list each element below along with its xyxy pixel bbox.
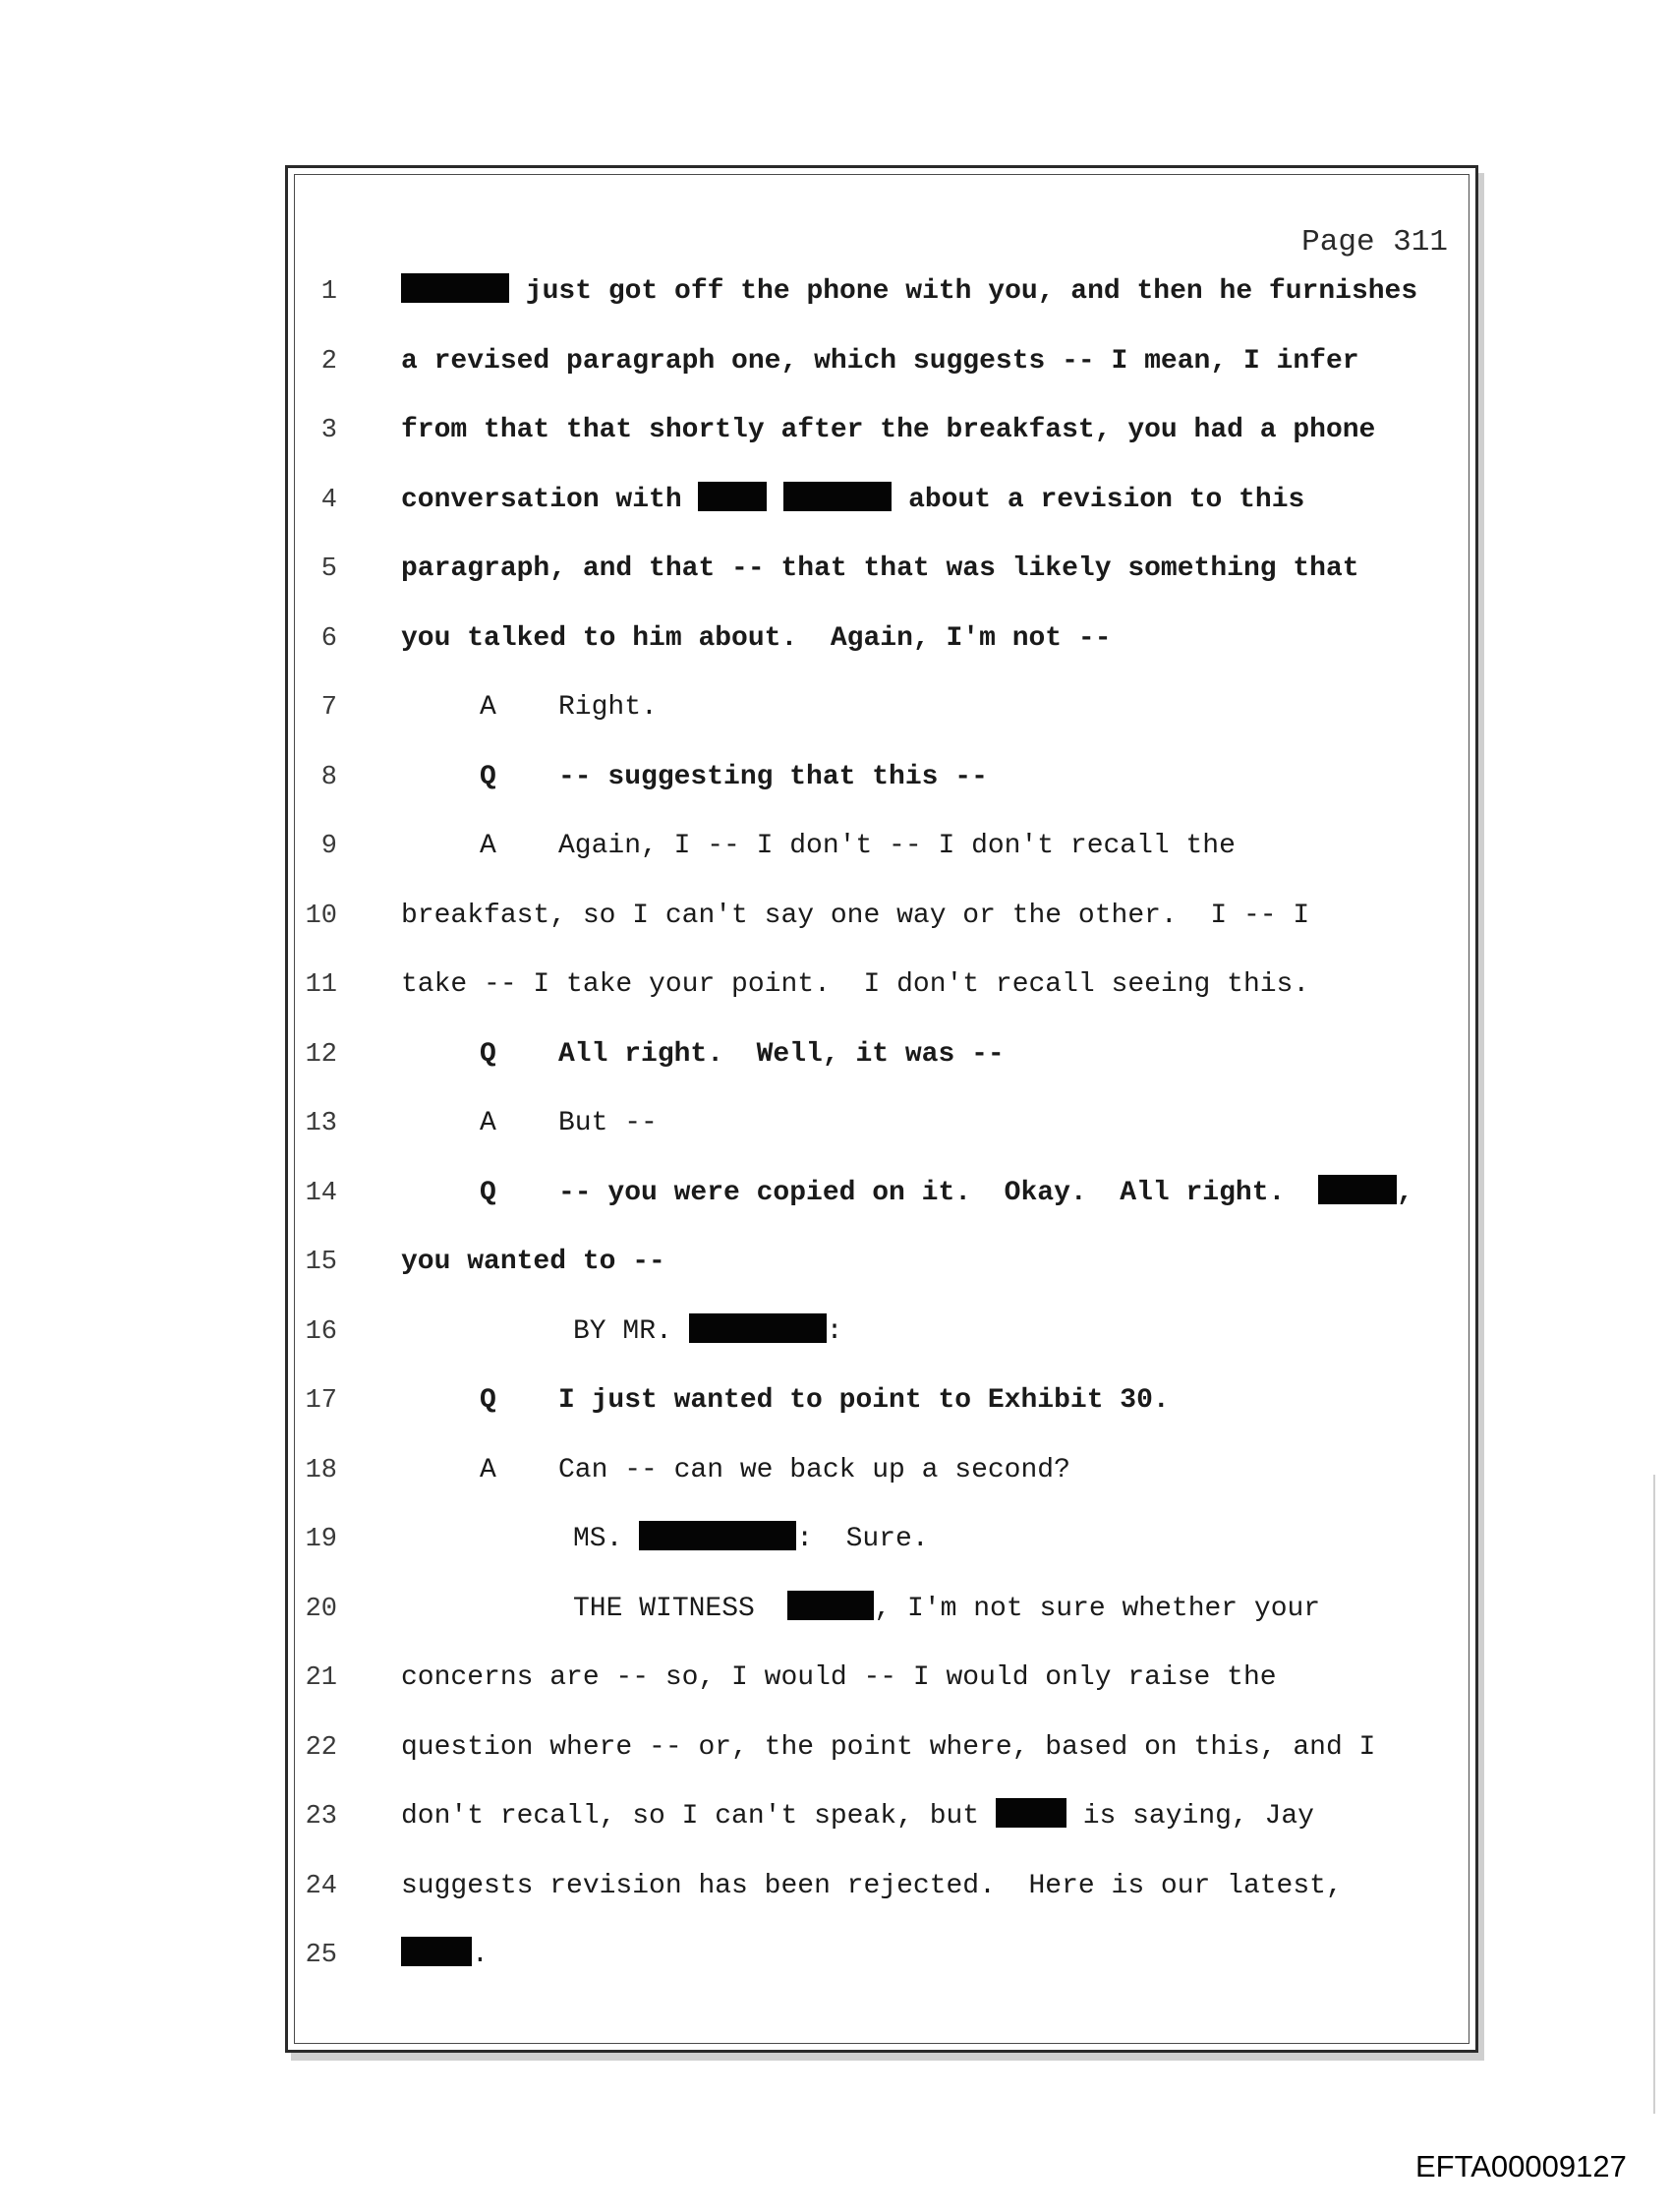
- line-tail: , I'm not sure whether your: [874, 1593, 1321, 1624]
- line-body: But --: [558, 1108, 658, 1138]
- transcript-line: [288, 270, 1475, 314]
- line-number: 2: [320, 346, 337, 377]
- redaction-block: [698, 482, 767, 511]
- line-number: 3: [320, 416, 337, 445]
- line-number: 6: [320, 623, 337, 654]
- line-body: from that that shortly after the breakfast, you had a phone: [401, 415, 1376, 445]
- line-number: 5: [320, 554, 337, 584]
- line-text: [480, 686, 1466, 729]
- transcript-line: [288, 617, 1475, 661]
- speaker-label: Q: [480, 1177, 496, 1208]
- redaction-block: [783, 482, 892, 511]
- line-text: [480, 756, 1466, 799]
- document-id: EFTA00009127: [1415, 2149, 1627, 2183]
- line-number: 21: [305, 1663, 337, 1693]
- line-tail: .: [472, 1940, 489, 1970]
- line-text: [401, 1726, 1466, 1770]
- speaker-label: A: [480, 1108, 496, 1138]
- line-tail: :: [826, 1315, 843, 1347]
- transcript-line: [288, 1518, 1475, 1561]
- line-number: 13: [305, 1109, 337, 1138]
- line-text: [401, 1657, 1466, 1700]
- speaker-label: Q: [480, 761, 496, 792]
- line-number: 7: [320, 693, 337, 723]
- redaction-block: [1318, 1175, 1397, 1204]
- transcript-line: [288, 1102, 1475, 1145]
- speaker-label: A: [480, 831, 496, 861]
- transcript-line: [288, 1657, 1475, 1700]
- transcript-line: [288, 895, 1475, 938]
- transcript-line: [288, 1588, 1475, 1631]
- line-number: 24: [305, 1871, 337, 1901]
- speaker-label: Q: [480, 1385, 496, 1416]
- line-body: MS.: [573, 1524, 640, 1554]
- transcript-line: [288, 686, 1475, 729]
- line-body: a revised paragraph one, which suggests -- I mean, I infer: [401, 345, 1359, 377]
- line-number: 16: [305, 1316, 337, 1347]
- line-text: [480, 1172, 1466, 1215]
- line-body: suggests revision has been rejected. Here is our latest,: [401, 1870, 1343, 1901]
- line-text: [401, 479, 1466, 522]
- transcript-line: [288, 1310, 1475, 1354]
- line-body: I just wanted to point to Exhibit 30.: [558, 1385, 1170, 1416]
- line-body: don't recall, so I can't speak, but: [401, 1801, 996, 1832]
- line-number: 8: [320, 762, 337, 792]
- line-text: [573, 1588, 1466, 1631]
- transcript-line: [288, 1726, 1475, 1770]
- line-text: [401, 270, 1466, 314]
- line-text: [480, 1102, 1466, 1145]
- line-text: [401, 963, 1466, 1007]
- redaction-block: [996, 1798, 1066, 1828]
- redaction-block: [401, 273, 509, 303]
- transcript-line: [288, 825, 1475, 868]
- line-body: just got off the phone with you, and then he furnishes: [509, 276, 1418, 307]
- line-body: paragraph, and that -- that that was likely something that: [401, 553, 1359, 584]
- line-text: [401, 1865, 1466, 1908]
- line-body: BY MR.: [573, 1315, 689, 1347]
- line-text: [401, 617, 1466, 661]
- line-text: [401, 1934, 1466, 1977]
- line-number: 25: [305, 1941, 337, 1970]
- transcript-line: [288, 340, 1475, 383]
- line-number: 22: [305, 1732, 337, 1763]
- line-number: 23: [305, 1802, 337, 1832]
- transcript-line: [288, 1379, 1475, 1423]
- line-number: 1: [320, 277, 337, 307]
- transcript-line: [288, 1172, 1475, 1215]
- line-body: question where -- or, the point where, based on this, and I: [401, 1731, 1376, 1763]
- line-text: [480, 1379, 1466, 1423]
- scan-edge-line: [1653, 1475, 1655, 2114]
- line-body: -- you were copied on it. Okay. All right.: [558, 1177, 1318, 1208]
- line-text: [401, 1241, 1466, 1284]
- line-body: conversation with: [401, 484, 699, 515]
- line-tail: about a revision to this: [892, 484, 1305, 515]
- transcript-line: [288, 1449, 1475, 1492]
- line-body: breakfast, so I can't say one way or the other. I -- I: [401, 900, 1310, 931]
- line-text: [401, 409, 1466, 452]
- line-number: 4: [320, 485, 337, 515]
- transcript-line: [288, 756, 1475, 799]
- line-number: 9: [320, 832, 337, 861]
- line-body: THE WITNESS: [573, 1593, 788, 1624]
- redaction-block: [639, 1521, 796, 1550]
- line-tail: is saying, Jay: [1066, 1801, 1314, 1832]
- page-number: Page 311: [1301, 225, 1448, 260]
- redaction-block: [787, 1591, 874, 1620]
- line-number: 15: [305, 1248, 337, 1277]
- line-number: 20: [305, 1594, 337, 1624]
- line-text: [401, 895, 1466, 938]
- transcript-line: [288, 409, 1475, 452]
- speaker-label: A: [480, 692, 496, 723]
- line-body: -- suggesting that this --: [558, 761, 988, 792]
- line-number: 12: [305, 1039, 337, 1070]
- line-text: [480, 1033, 1466, 1077]
- redaction-block: [401, 1937, 472, 1966]
- line-number: 17: [305, 1386, 337, 1416]
- line-tail: : Sure.: [796, 1524, 929, 1554]
- transcript-page: [285, 165, 1478, 2053]
- line-number: 14: [305, 1178, 337, 1208]
- line-text: [401, 1795, 1466, 1838]
- line-body: Can -- can we back up a second?: [558, 1454, 1070, 1485]
- line-body: Right.: [558, 692, 658, 723]
- line-number: 11: [305, 970, 337, 1000]
- line-number: 19: [305, 1525, 337, 1554]
- transcript-line: [288, 1934, 1475, 1977]
- line-tail: ,: [1396, 1177, 1413, 1208]
- speaker-label: A: [480, 1454, 496, 1485]
- transcript-line: [288, 963, 1475, 1007]
- line-text: [480, 825, 1466, 868]
- line-body: Again, I -- I don't -- I don't recall the: [558, 831, 1236, 861]
- line-text: [480, 1449, 1466, 1492]
- line-number: 18: [305, 1455, 337, 1485]
- line-body: you wanted to --: [401, 1247, 665, 1277]
- transcript-line: [288, 1033, 1475, 1077]
- transcript-line: [288, 1241, 1475, 1284]
- line-text: [573, 1518, 1466, 1561]
- line-text: [573, 1310, 1466, 1354]
- transcript-line: [288, 1795, 1475, 1838]
- line-body: you talked to him about. Again, I'm not --: [401, 622, 1112, 654]
- line-text: [401, 548, 1466, 591]
- transcript-line: [288, 1865, 1475, 1908]
- line-body: All right. Well, it was --: [558, 1038, 1005, 1070]
- line-body: take -- I take your point. I don't recall seeing this.: [401, 969, 1310, 1000]
- transcript-line: [288, 548, 1475, 591]
- speaker-label: Q: [480, 1038, 496, 1070]
- redaction-block: [689, 1313, 827, 1343]
- line-text: [401, 340, 1466, 383]
- line-number: 10: [305, 901, 337, 931]
- line-body: concerns are -- so, I would -- I would only raise the: [401, 1662, 1277, 1693]
- transcript-line: [288, 479, 1475, 522]
